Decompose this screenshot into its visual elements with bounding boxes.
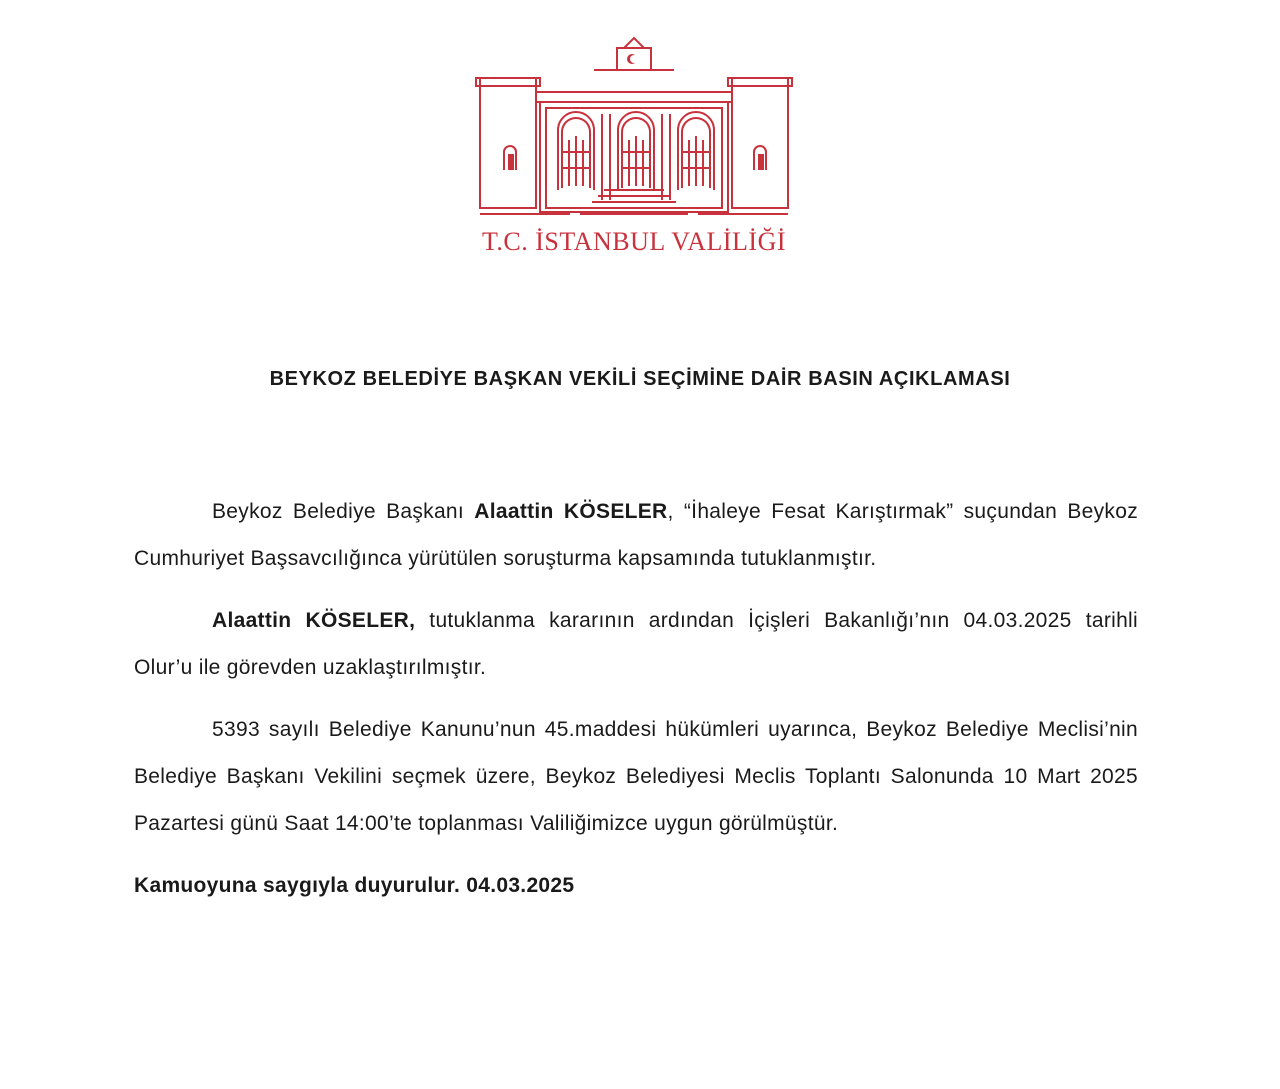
mayor-name: Alaattin KÖSELER (474, 500, 668, 523)
paragraph-1-lead: Beykoz Belediye Başkanı (212, 500, 475, 523)
paragraph-2 (134, 597, 1138, 691)
logo-text: T.C. İSTANBUL VALİLİĞİ (481, 227, 787, 256)
closing-line: Kamuoyuna saygıyla duyurulur. 04.03.2025 (134, 874, 575, 897)
mayor-name-2: Alaattin KÖSELER, (212, 609, 416, 632)
paragraph-1 (134, 488, 1138, 582)
paragraph-1-text: , “İhaleye Fesat Karıştırmak” suçundan Beykoz Cumhuriyet Başsavcılığınca yürütülen soruşturma kapsamında tutuklanmıştır. (134, 500, 1138, 570)
istanbul-valiligi-logo (474, 30, 796, 260)
document-title: BEYKOZ BELEDİYE BAŞKAN VEKİLİ SEÇİMİNE DAİR BASIN AÇIKLAMASI (269, 368, 1011, 390)
paragraph-3: 5393 sayılı Belediye Kanunu’nun 45.maddesi hükümleri uyarınca, Beykoz Belediye Meclisi’nin Belediye Başkanı Vekilini seçmek üzere, Beykoz Belediyesi Meclis Toplantı Salonunda 10 Mart 2025 Pazartesi günü Saat 14:00’te toplanması Valiliğimizce uygun görülmüştür. (134, 718, 1138, 835)
paragraph-2-text: tutuklanma kararının ardından İçişleri Bakanlığı’nın 04.03.2025 tarihli Olur’u ile görevden uzaklaştırılmıştır. (134, 609, 1138, 679)
istanbul-governorship-building-icon (474, 30, 796, 260)
document-body (134, 488, 1138, 909)
